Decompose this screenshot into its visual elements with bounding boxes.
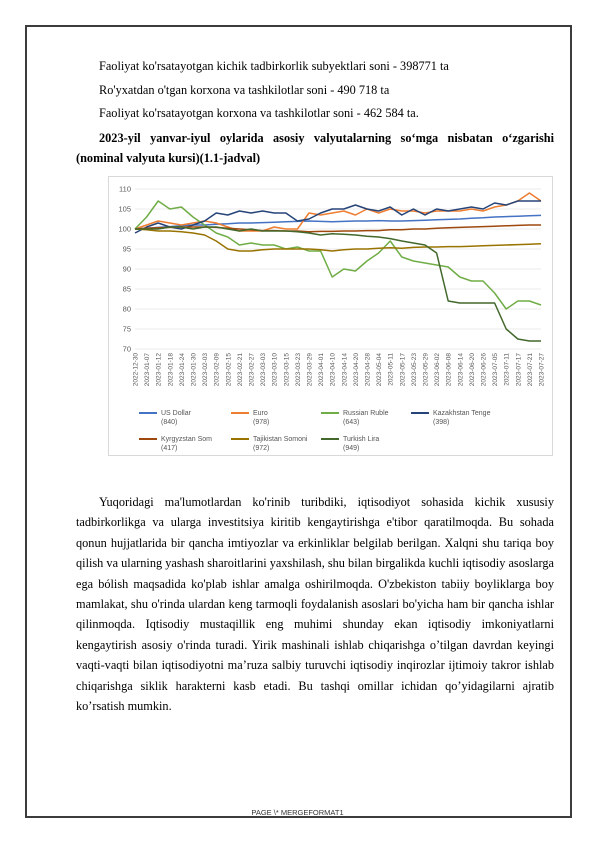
x-tick-label: 2023-02-27 bbox=[248, 353, 256, 387]
y-tick-label: 110 bbox=[119, 184, 131, 194]
x-tick-label: 2023-04-10 bbox=[329, 353, 337, 387]
legend-series-name: Kazakhstan Tenge bbox=[433, 410, 491, 417]
x-tick-label: 2023-04-01 bbox=[318, 353, 326, 387]
legend-swatch bbox=[139, 438, 157, 440]
legend-swatch bbox=[231, 438, 249, 440]
x-tick-label: 2023-01-18 bbox=[167, 353, 175, 387]
x-tick-label: 2023-06-26 bbox=[480, 353, 488, 387]
y-tick-label: 95 bbox=[122, 244, 131, 254]
x-tick-label: 2023-05-11 bbox=[387, 353, 395, 386]
x-tick-label: 2023-02-09 bbox=[213, 353, 221, 387]
x-tick-label: 2023-06-02 bbox=[434, 353, 442, 387]
legend-item bbox=[139, 409, 191, 427]
x-tick-label: 2023-05-04 bbox=[376, 353, 384, 387]
x-tick-label: 2023-04-20 bbox=[352, 353, 360, 387]
legend-series-name: Euro bbox=[253, 410, 268, 417]
series-line-tajikistan-somoni bbox=[135, 229, 541, 251]
x-tick-label: 2023-03-10 bbox=[271, 353, 279, 387]
legend-item bbox=[139, 435, 212, 453]
x-tick-label: 2023-07-05 bbox=[492, 353, 500, 387]
x-tick-label: 2023-03-23 bbox=[294, 353, 302, 387]
table-heading: 2023-yil yanvar-iyul oylarida asosiy valyutalarning so‘mga nisbatan o‘zgarishi (nominal valyuta kursi)(1.1-jadval) bbox=[76, 131, 554, 166]
x-tick-label: 2023-06-14 bbox=[457, 353, 465, 387]
x-tick-label: 2023-07-21 bbox=[526, 353, 534, 387]
legend-series-name: US Dollar bbox=[161, 410, 191, 417]
y-tick-label: 90 bbox=[122, 264, 131, 274]
exchange-rate-chart bbox=[108, 176, 553, 456]
x-tick-label: 2023-04-14 bbox=[341, 353, 349, 387]
y-tick-label: 100 bbox=[118, 224, 131, 234]
x-tick-label: 2023-04-28 bbox=[364, 353, 372, 387]
legend-series-name: Tajikistan Somoni bbox=[253, 436, 308, 443]
x-tick-label: 2023-07-27 bbox=[538, 353, 546, 387]
y-tick-label: 75 bbox=[122, 324, 131, 334]
x-tick-label: 2023-06-08 bbox=[445, 353, 453, 387]
legend-series-name: Turkish Lira bbox=[343, 436, 380, 443]
body-paragraph: Yuqoridagi ma'lumotlardan ko'rinib turibdiki, iqtisodiyot sohasida kichik xususiy tadbirkorlikga va ularga investitsiya kiritib kengaytirishga e'tibor qaratilmoqda. Bu sohada qonun hujjatlarida bir qancha imtiyozlar va erkinliklar belgilab berilgan. Xalqni shu tariqa boy qilish va ularning yashash sharoitlarini yaxshilash, shu bilan birgalikda kuchli iqtisodiy asoslarga ega bólish maqsadida ko'plab ishlar amalga oshirilmoqda. O'zbekiston tabiiy boyliklarga boy mamlakat, shu o'rinda ulardan keng tarmoqli foydalanish asoslari bo'yicha ham bir qancha ishlar qilinmoqda. Iqtisodiy mustaqillik eng muhimi shunday ekan iqtisodiy imkoniyatlarni kengaytirish asosiy o'rinda turadi. Yirik mashinali ishlab chiqarishga o’tilgan davrdan keyingi vaqti-vaqti bilan iqtisodiyotni ma’ruza salbiy turuvchi iqtisodiy inqirozlar ijtimoiy takror ishlab chiqarishga siklik harakterni kasb etadi. Bu tashqi omillar ichidan qo’yidagilarni ajratib ko’rsatish mumkin. bbox=[76, 495, 554, 714]
legend-series-code: (949) bbox=[343, 445, 360, 452]
legend-series-code: (398) bbox=[433, 419, 450, 426]
stat-line-active-enterprises: Faoliyat ko'rsatayotgan korxona va tashkilotlar soni - 462 584 ta. bbox=[99, 106, 419, 120]
legend-series-code: (840) bbox=[161, 419, 178, 426]
x-tick-label: 2023-06-20 bbox=[468, 353, 476, 387]
legend-series-code: (643) bbox=[343, 419, 360, 426]
legend-swatch bbox=[231, 412, 249, 414]
legend-item bbox=[411, 409, 490, 427]
x-tick-label: 2023-01-12 bbox=[155, 353, 163, 387]
stat-line-registered-enterprises: Ro'yxatdan o'tgan korxona va tashkilotlar soni - 490 718 ta bbox=[99, 83, 390, 97]
x-tick-label: 2022-12-30 bbox=[132, 353, 140, 387]
x-tick-label: 2023-05-17 bbox=[399, 353, 407, 387]
x-tick-label: 2023-05-23 bbox=[410, 353, 418, 387]
series-line-turkish-lira bbox=[135, 227, 541, 341]
x-tick-label: 2023-07-11 bbox=[503, 353, 511, 386]
x-tick-label: 2023-07-17 bbox=[515, 353, 523, 387]
legend-series-code: (417) bbox=[161, 445, 178, 452]
y-tick-label: 105 bbox=[118, 204, 131, 214]
x-tick-label: 2023-01-24 bbox=[178, 353, 186, 387]
y-tick-label: 85 bbox=[122, 284, 131, 294]
legend-series-name: Russian Ruble bbox=[343, 410, 389, 417]
legend-item bbox=[231, 409, 269, 427]
x-tick-label: 2023-05-29 bbox=[422, 353, 430, 387]
x-tick-label: 2023-02-03 bbox=[202, 353, 210, 387]
x-tick-label: 2023-01-30 bbox=[190, 353, 198, 387]
legend-swatch bbox=[321, 412, 339, 414]
legend-series-code: (972) bbox=[253, 445, 270, 452]
x-tick-label: 2023-03-15 bbox=[283, 353, 291, 387]
legend-swatch bbox=[139, 412, 157, 414]
x-tick-label: 2023-02-21 bbox=[236, 353, 244, 387]
legend-series-code: (978) bbox=[253, 419, 270, 426]
legend-item bbox=[231, 435, 307, 453]
legend-swatch bbox=[411, 412, 429, 414]
x-tick-label: 2023-02-15 bbox=[225, 353, 233, 387]
page-footer: PAGE \* MERGEFORMAT1 bbox=[251, 808, 344, 817]
y-tick-label: 70 bbox=[122, 344, 131, 354]
x-tick-label: 2023-03-29 bbox=[306, 353, 314, 387]
legend-swatch bbox=[321, 438, 339, 440]
legend-item bbox=[321, 435, 379, 453]
legend-series-name: Kyrgyzstan Som bbox=[161, 436, 212, 443]
y-tick-label: 80 bbox=[122, 304, 131, 314]
stat-line-small-business: Faoliyat ko'rsatayotgan kichik tadbirkorlik subyektlari soni - 398771 ta bbox=[99, 59, 449, 73]
x-tick-label: 2023-03-03 bbox=[260, 353, 268, 387]
x-tick-label: 2023-01-07 bbox=[144, 353, 152, 387]
legend-item bbox=[321, 409, 389, 427]
